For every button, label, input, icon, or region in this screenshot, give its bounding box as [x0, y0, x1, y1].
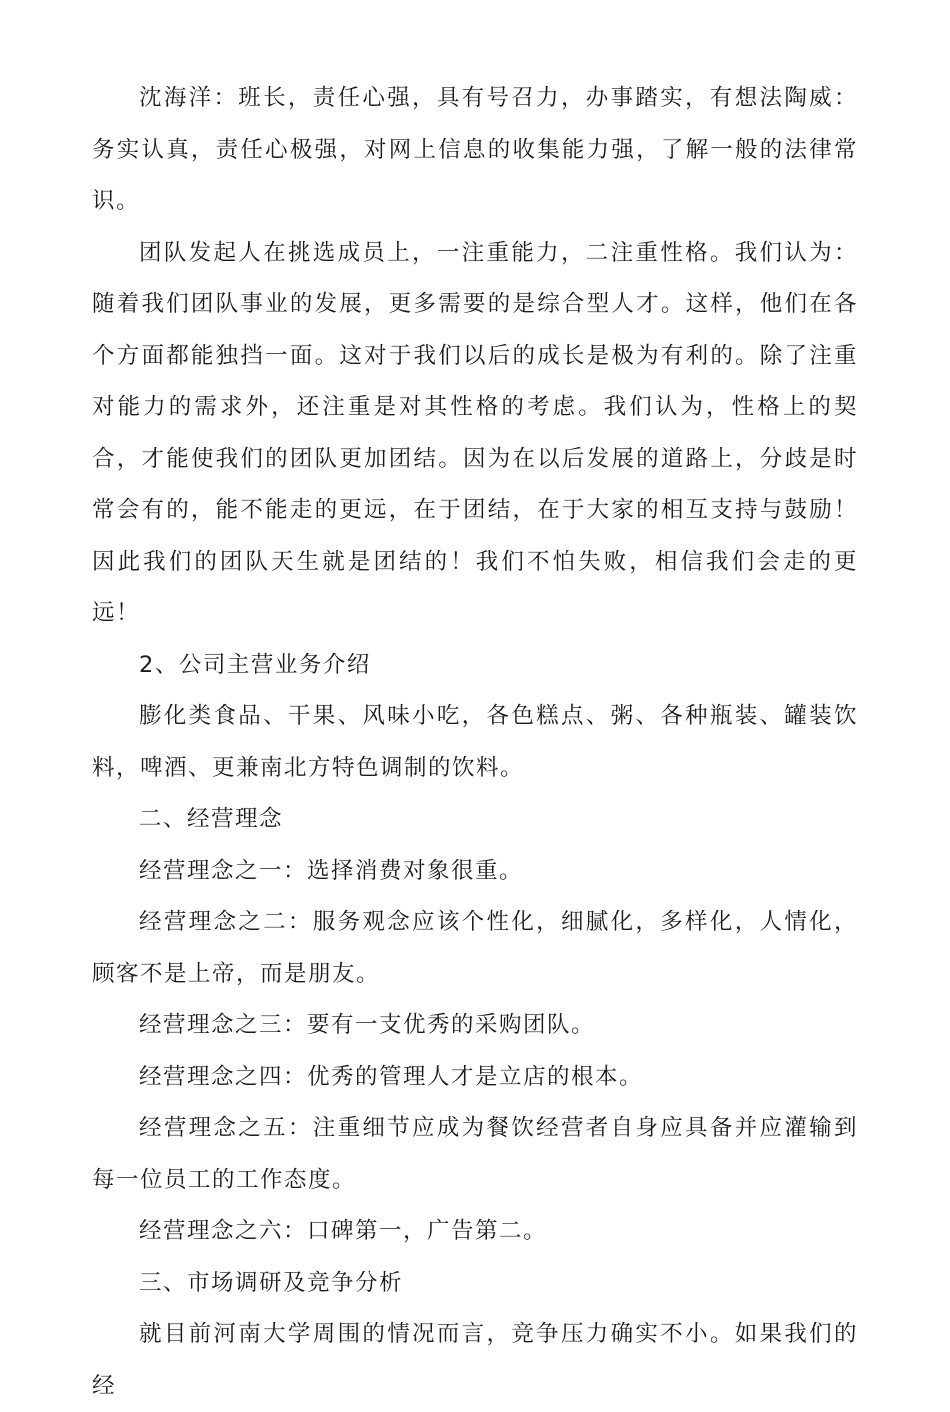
philosophy-item-5: 经营理念之五：注重细节应成为餐饮经营者自身应具备并应灌输到每一位员工的工作态度。 — [92, 1115, 858, 1193]
philosophy-item-6: 经营理念之六：口碑第一，广告第二。 — [139, 1218, 548, 1244]
philosophy-item-4: 经营理念之四：优秀的管理人才是立店的根本。 — [139, 1063, 644, 1090]
philosophy-item-1: 经营理念之一：选择消费对象很重。 — [139, 857, 524, 884]
paragraph-team-selection: 团队发起人在挑选成员上，一注重能力，二注重性格。我们认为：随着我们团队事业的发展，更多需要的是综合型人才。这样，他们在各个方面都能独挡一面。这对于我们以后的成长是极为有利的。除了注重对能力的需求外，还注重是对其性格的考虑。我们认为，性格上的契合，才能使我们的团队更加团结。因为在以后发展的道路上，分歧是时常会有的，能不能走的更远，在于团结，在于大家的相互支持与鼓励！因此我们的团队天生就是团结的！我们不怕失败，相信我们会走的更远！ — [92, 239, 858, 626]
section-heading-main-business: 2、公司主营业务介绍 — [139, 651, 371, 678]
section-heading-market-research: 三、市场调研及竞争分析 — [139, 1269, 404, 1296]
section-heading-business-philosophy: 二、经营理念 — [139, 806, 284, 832]
philosophy-item-2: 经营理念之二：服务观念应该个性化，细腻化，多样化，人情化，顾客不是上帝，而是朋友。 — [92, 909, 858, 987]
philosophy-item-3: 经营理念之三：要有一支优秀的采购团队。 — [139, 1012, 596, 1038]
paragraph-team-members: 沈海洋：班长，责任心强，具有号召力，办事踏实，有想法陶威：务实认真，责任心极强，对网上信息的收集能力强，了解一般的法律常识。 — [92, 85, 858, 214]
document-page — [92, 73, 858, 1412]
paragraph-market-research: 就目前河南大学周围的情况而言，竞争压力确实不小。如果我们的经 — [92, 1321, 858, 1399]
paragraph-main-business: 膨化类食品、干果、风味小吃，各色糕点、粥、各种瓶装、罐装饮料，啤酒、更兼南北方特色调制的饮料。 — [92, 703, 858, 781]
